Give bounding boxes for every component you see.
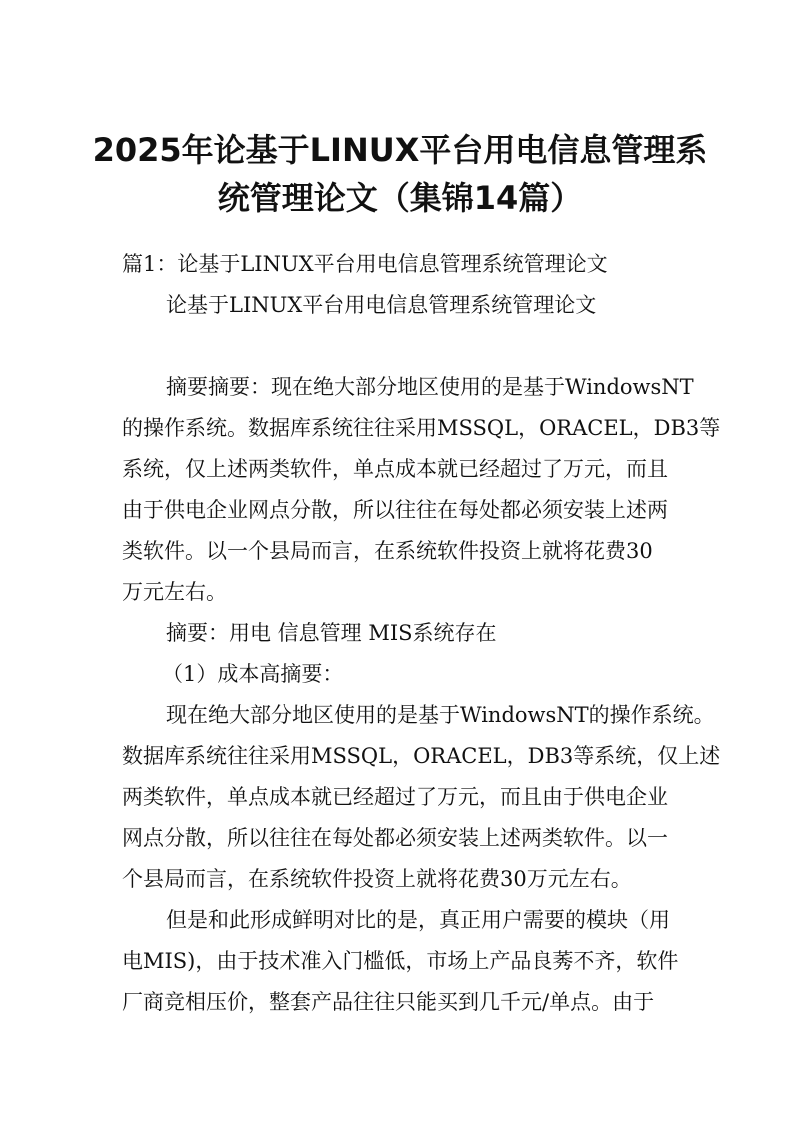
abstract-line: 万元左右。 bbox=[122, 580, 227, 604]
paragraph-line: 网点分散，所以往往在每处都必须安装上述两类软件。以一 bbox=[122, 826, 668, 850]
body-paragraph-3 bbox=[122, 900, 692, 1023]
abstract-line: 的操作系统。数据库系统往往采用MSSQL，ORACEL，DB3等 bbox=[122, 416, 721, 440]
paragraph-line: 个县局而言，在系统软件投资上就将花费30万元左右。 bbox=[122, 867, 632, 891]
abstract-line: 系统，仅上述两类软件，单点成本就已经超过了万元，而且 bbox=[122, 457, 668, 481]
abstract-line: 由于供电企业网点分散，所以往往在每处都必须安装上述两 bbox=[122, 498, 668, 522]
paragraph-line: 现在绝大部分地区使用的是基于WindowsNT的操作系统。 bbox=[166, 703, 715, 727]
document-title bbox=[0, 126, 800, 222]
body-paragraph-2 bbox=[122, 695, 721, 900]
article-title: 论基于LINUX平台用电信息管理系统管理论文 bbox=[166, 293, 597, 317]
paragraph-line: 电MIS)，由于技术准入门槛低，市场上产品良莠不齐，软件 bbox=[122, 949, 679, 973]
paragraph-line: 但是和此形成鲜明对比的是，真正用户需要的模块（用 bbox=[166, 908, 670, 932]
keywords-line: 摘要：用电 信息管理 MIS系统存在 bbox=[166, 621, 497, 645]
paragraph-line: 厂商竞相压价，整套产品往往只能买到几千元/单点。由于 bbox=[122, 990, 655, 1014]
abstract-paragraph bbox=[122, 367, 721, 613]
document-title-line-2: 统管理论文（集锦14篇） bbox=[217, 179, 583, 217]
paragraph-spacer bbox=[122, 326, 692, 367]
paragraph-line: 数据库系统往往采用MSSQL，ORACEL，DB3等系统，仅上述 bbox=[122, 744, 721, 768]
abstract-line: 摘要摘要：现在绝大部分地区使用的是基于WindowsNT bbox=[166, 375, 694, 399]
chapter-heading: 篇1：论基于LINUX平台用电信息管理系统管理论文 bbox=[122, 252, 608, 276]
section-heading: （1）成本高摘要： bbox=[162, 662, 344, 686]
paragraph-line: 两类软件，单点成本就已经超过了万元，而且由于供电企业 bbox=[122, 785, 668, 809]
document-body bbox=[122, 244, 721, 1023]
abstract-line: 类软件。以一个县局而言，在系统软件投资上就将花费30 bbox=[122, 539, 653, 563]
document-title-line-1: 2025年论基于LINUX平台用电信息管理系 bbox=[92, 131, 708, 169]
